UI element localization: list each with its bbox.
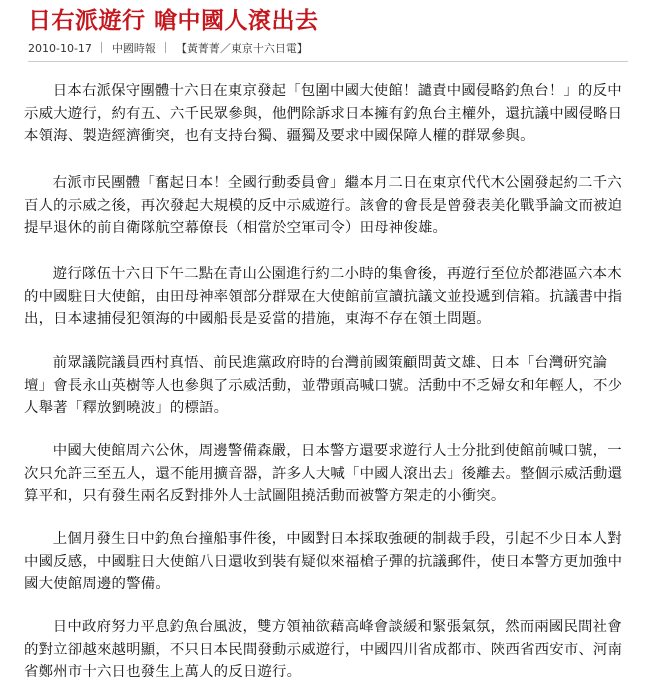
article-headline: 日右派遊行 嗆中國人滾出去	[28, 8, 319, 34]
meta-divider	[165, 42, 166, 53]
article-date: 2010-10-17	[28, 42, 92, 55]
article-meta	[28, 42, 628, 56]
article-source: 中國時報	[111, 42, 156, 55]
meta-divider	[101, 42, 102, 53]
article-paragraph: 遊行隊伍十六日下午二點在青山公園進行約二小時的集會後，再遊行至位於都港區六本木的中國駐日大使館，由田母神率領部分群眾在大使館前宣讀抗議文並投遞到信箱。抗議書中指出，日本逮捕侵犯領海的中國船長是妥當的措施，東海不存在領土問題。	[24, 266, 623, 327]
meta-divider-line	[28, 61, 628, 62]
article-paragraph: 日本右派保守團體十六日在東京發起「包圍中國大使館！譴責中國侵略釣魚台！」的反中示威大遊行，約有五、六千民眾參與，他們除訴求日本擁有釣魚台主權外，還抗議中國侵略日本領海、製造經濟衝突，也有支持台獨、疆獨及要求中國保障人權的群眾參與。	[24, 83, 623, 144]
article-paragraph: 日中政府努力平息釣魚台風波，雙方領袖欲藉高峰會談緩和緊張氣氛，然而兩國民間社會的對立卻越來越明顯，不只日本民間發動示威遊行，中國四川省成都市、陝西省西安市、河南省鄭州市十六日也發生上萬人的反日遊行。	[24, 619, 623, 680]
article-byline: 【黃菁菁／東京十六日電】	[175, 42, 308, 55]
article-paragraph: 上個月發生日中釣魚台撞船事件後，中國對日本採取強硬的制裁手段，引起不少日本人對中國反感，中國駐日大使館八日還收到裝有疑似來福槍子彈的抗議郵件，使日本警方更加強中國大使館周邊的警備。	[24, 531, 623, 592]
article-paragraph: 前眾議院議員西村真悟、前民進黨政府時的台灣前國策顧問黃文雄、日本「台灣研究論壇」會長永山英樹等人也參與了示威活動，並帶頭高喊口號。活動中不乏婦女和年輕人，不少人舉著「釋放劉曉波」的標語。	[24, 355, 623, 416]
article-paragraph: 中國大使館周六公休，周邊警備森嚴，日本警方還要求遊行人士分批到使館前喊口號，一次只允許三至五人，還不能用擴音器，許多人大喊「中國人滾出去」後離去。整個示威活動還算平和，只有發生兩名反對排外人士試圖阻撓活動而被警方架走的小衝突。	[24, 443, 623, 504]
article-paragraph: 右派市民團體「奮起日本！全國行動委員會」繼本月二日在東京代代木公園發起約二千六百人的示威之後，再次發起大規模的反中示威遊行。該會的會長是曾發表美化戰爭論文而被迫提早退休的前自衛隊航空幕僚長（相當於空軍司令）田母神俊雄。	[24, 175, 623, 236]
